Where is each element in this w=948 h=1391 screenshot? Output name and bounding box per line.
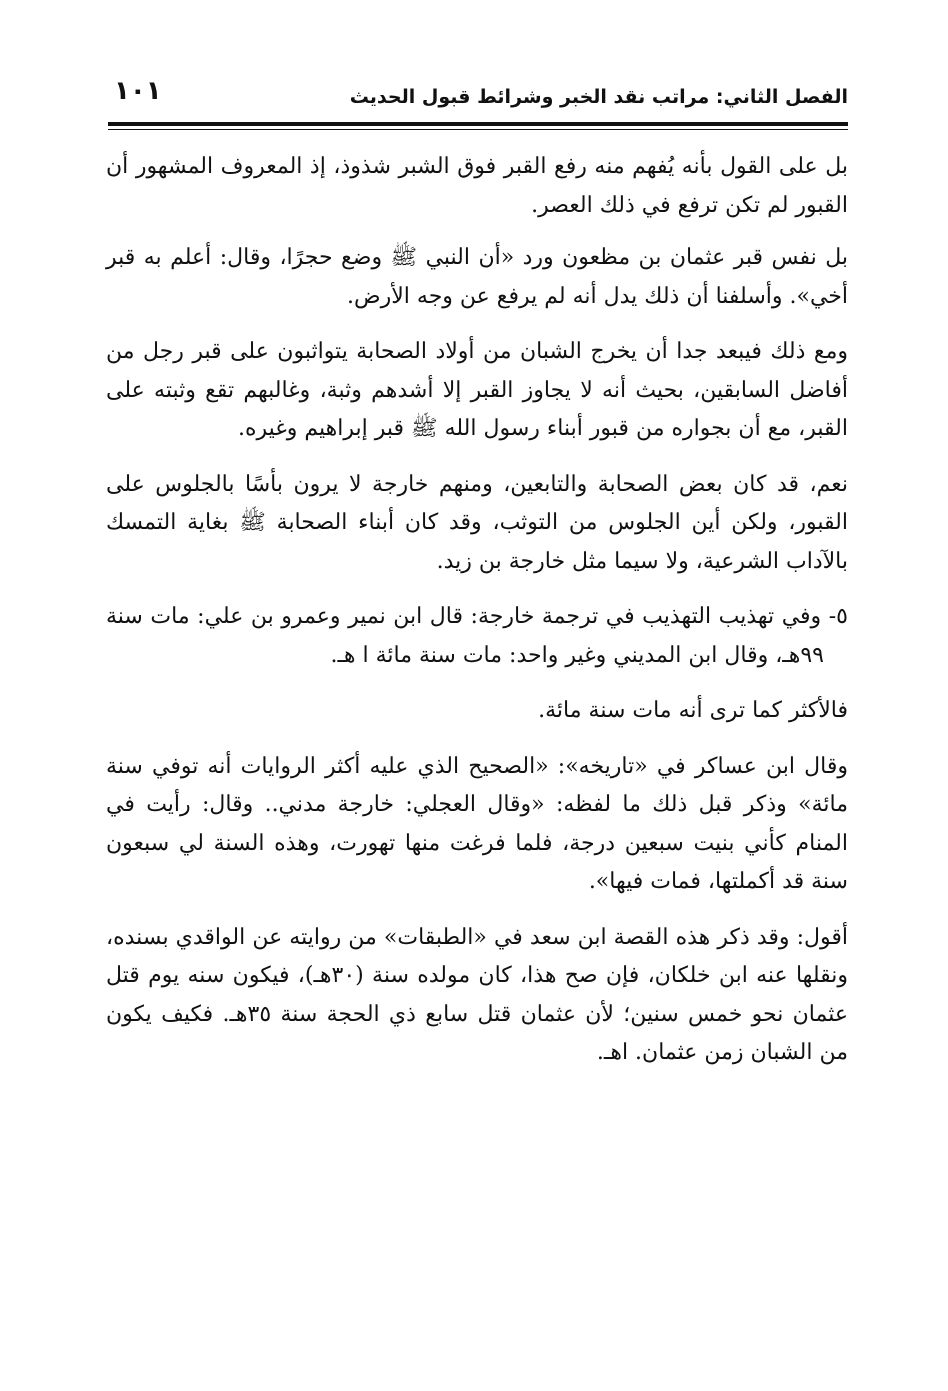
page-header [108,70,848,120]
paragraph: أقول: وقد ذكر هذه القصة ابن سعد في «الطبقات» من روايته عن الواقدي بسنده، ونقلها عنه ابن خلكان، فإن صح هذا، كان مولده سنة (٣٠هـ)، فيكون سنه يوم قتل عثمان نحو خمس سنين؛ لأن عثمان قتل سابع ذي الحجة سنة ٣٥هـ. فكيف يكون من الشبان زمن عثمان. اهـ. [106,924,848,1065]
header-rule-thin [108,129,848,130]
paragraph: وقال ابن عساكر في «تاريخه»: «الصحيح الذي عليه أكثر الروايات أنه توفي سنة مائة» وذكر قبل ذلك ما لفظه: «وقال العجلي: خارجة مدني.. وقال: رأيت في المنام كأني بنيت سبعين درجة، فلما فرغت منها تهورت، وهذه السنة لي سبعون سنة قد أكملتها، فمات فيها». [106,753,848,894]
paragraph: ومع ذلك فيبعد جدا أن يخرج الشبان من أولاد الصحابة يتواثبون على قبر رجل من أفاضل السابقين، بحيث أنه لا يجاوز القبر إلا أشدهم وثبة، وغالبهم تقع وثبته على القبر، مع أن بجواره من قبور أبناء رسول الله ﷺ قبر إبراهيم وغيره. [106,339,848,441]
header-rule-thick [108,122,848,126]
paragraph: نعم، قد كان بعض الصحابة والتابعين، ومنهم خارجة لا يرون بأسًا بالجلوس على القبور، ولكن أين الجلوس من التوثب، وقد كان أبناء الصحابة ﷺ بغاية التمسك بالآداب الشرعية، ولا سيما مثل خارجة بن زيد. [106,471,848,574]
body-text [106,148,848,1090]
paragraph: بل على القول بأنه يُفهم منه رفع القبر فوق الشبر شذوذ، إذ المعروف المشهور أن القبور لم تكن ترفع في ذلك العصر. [106,154,848,218]
paragraph: بل نفس قبر عثمان بن مظعون ورد «أن النبي ﷺ وضع حجرًا، وقال: أعلم به قبر أخي». وأسلفنا أن ذلك يدل أنه لم يرفع عن وجه الأرض. [106,245,848,309]
chapter-title: الفصل الثاني: مراتب نقد الخبر وشرائط قبول الحديث [349,86,848,108]
numbered-paragraph: ٥- وفي تهذيب التهذيب في ترجمة خارجة: قال ابن نمير وعمرو بن علي: مات سنة ٩٩هـ، وقال ابن المديني وغير واحد: مات سنة مائة ا هـ. [106,604,848,668]
paragraph: فالأكثر كما ترى أنه مات سنة مائة. [538,698,848,723]
page-number: ١٠١ [114,76,162,106]
